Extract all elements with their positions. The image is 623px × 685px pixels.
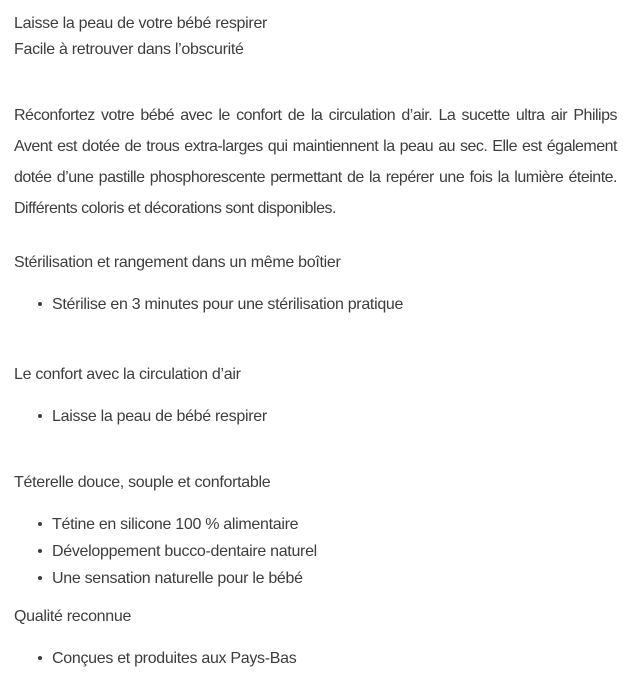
product-description-paragraph: Réconfortez votre bébé avec le confort de la circulation d’air. La sucette ultra air Philips Avent est dotée de trous extra-larges qui maintiennent la peau au sec. Elle est également dotée d’une pastille phosphorescente permettant de la repérer une fois la lumière éteinte. Différents coloris et décorations sont disponibles.	[14, 107, 617, 217]
list-item: Laisse la peau de bébé respirer	[52, 403, 608, 430]
bullet-list-confort	[14, 403, 608, 430]
section-heading-qualite: Qualité reconnue	[14, 608, 132, 625]
list-item: Stérilise en 3 minutes pour une stérilisation pratique	[52, 291, 608, 318]
bullet-list-sterilisation	[14, 291, 608, 318]
feature-highlights	[14, 11, 608, 63]
bullet-list-teterelle	[14, 511, 608, 592]
list-item: Développement bucco-dentaire naturel	[52, 538, 608, 565]
section-heading-teterelle: Téterelle douce, souple et confortable	[14, 474, 271, 491]
section-heading-sterilisation: Stérilisation et rangement dans un même boîtier	[14, 254, 341, 271]
highlight-line-2: Facile à retrouver dans l’obscurité	[14, 41, 244, 58]
section-qualite	[14, 604, 608, 672]
list-item: Une sensation naturelle pour le bébé	[52, 565, 608, 592]
section-teterelle	[14, 470, 608, 592]
section-sterilisation	[14, 250, 608, 318]
bullet-list-qualite	[14, 645, 608, 672]
section-confort	[14, 362, 608, 430]
section-heading-confort: Le confort avec la circulation d’air	[14, 366, 241, 383]
highlight-line-1: Laisse la peau de votre bébé respirer	[14, 15, 268, 32]
list-item: Conçues et produites aux Pays-Bas	[52, 645, 608, 672]
list-item: Tétine en silicone 100 % alimentaire	[52, 511, 608, 538]
